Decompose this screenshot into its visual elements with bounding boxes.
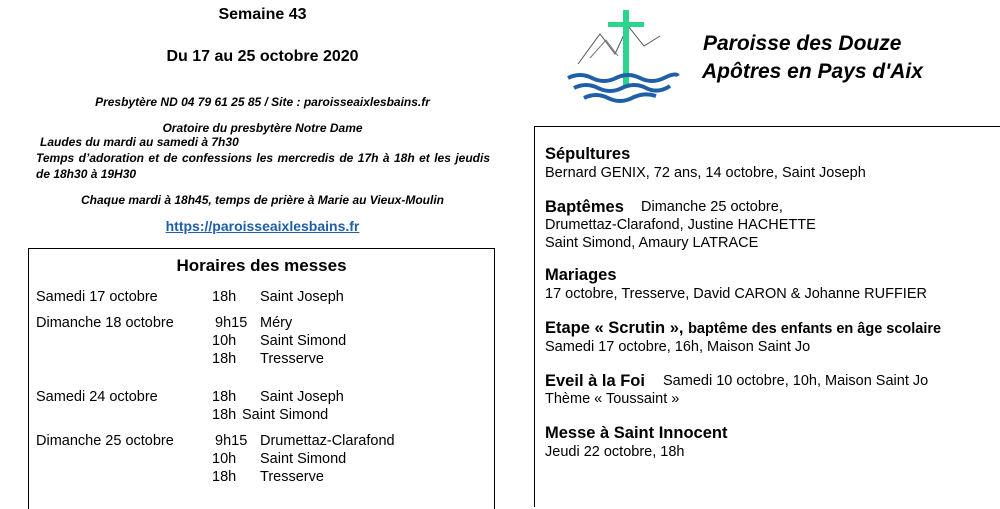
mariages-title: Mariages <box>545 266 617 284</box>
mass-place: Saint Simond <box>242 407 329 423</box>
mass-place: Drumettaz-Clarafond <box>260 433 395 449</box>
mass-time: 10h <box>212 333 237 349</box>
eveil-date: Samedi 10 octobre, 10h, Maison Saint Jo <box>663 373 929 389</box>
messe-innocent-title: Messe à Saint Innocent <box>545 424 728 442</box>
messe-innocent-text: Jeudi 22 octobre, 18h <box>545 444 685 460</box>
mass-time: 18h <box>212 469 237 485</box>
masses-title: Horaires des messes <box>176 256 347 275</box>
sepultures-text: Bernard GENIX, 72 ans, 14 octobre, Saint Joseph <box>545 165 866 181</box>
etape-title-main: Etape « Scrutin », <box>545 319 684 337</box>
eveil-theme: Thème « Toussaint » <box>545 391 680 407</box>
mass-day: Dimanche 25 octobre <box>36 433 174 449</box>
mass-place: Méry <box>260 315 293 331</box>
mass-place: Saint Simond <box>260 451 347 467</box>
oratoire-heading: Oratoire du presbytère Notre Dame <box>162 121 363 135</box>
mass-day: Samedi 17 octobre <box>36 289 158 305</box>
site-link-line <box>0 218 525 234</box>
adoration-schedule: Temps d’adoration et de confessions les mercredis de 17h à 18h et les jeudis de 18h30 à 19H30 <box>36 151 490 181</box>
week-title: Semaine 43 <box>218 6 307 23</box>
eveil-title: Eveil à la Foi <box>545 372 645 390</box>
mass-time: 18h <box>212 389 237 405</box>
mass-place: Tresserve <box>260 351 324 367</box>
date-range-title: Du 17 au 25 octobre 2020 <box>166 48 359 65</box>
mass-time: 18h <box>212 407 237 423</box>
baptemes-line: Saint Simond, Amaury LATRACE <box>545 235 759 251</box>
mass-place: Saint Joseph <box>260 289 344 305</box>
site-link[interactable]: https://paroisseaixlesbains.fr <box>165 218 360 234</box>
logo-text-line1: Paroisse des Douze <box>703 32 902 55</box>
mass-time: 10h <box>212 451 237 467</box>
mass-day: Dimanche 18 octobre <box>36 315 174 331</box>
mariages-text: 17 octobre, Tresserve, David CARON & Johanne RUFFIER <box>545 286 927 302</box>
parish-logo-icon <box>560 6 680 116</box>
tuesday-prayer: Chaque mardi à 18h45, temps de prière à Marie au Vieux-Moulin <box>81 193 444 207</box>
logo-text-line2: Apôtres en Pays d'Aix <box>702 60 923 83</box>
mass-place: Saint Joseph <box>260 389 344 405</box>
mass-place: Tresserve <box>260 469 324 485</box>
announcements-box <box>534 126 1000 507</box>
mass-time: 9h15 <box>215 315 248 331</box>
baptemes-title: Baptêmes <box>545 198 624 216</box>
baptemes-line: Drumettaz-Clarafond, Justine HACHETTE <box>545 217 816 233</box>
masses-box <box>28 248 495 509</box>
mass-time: 18h <box>212 351 237 367</box>
mass-time: 9h15 <box>215 433 248 449</box>
mass-time: 18h <box>212 289 237 305</box>
etape-text: Samedi 17 octobre, 16h, Maison Saint Jo <box>545 339 811 355</box>
mass-day: Samedi 24 octobre <box>36 389 158 405</box>
etape-title <box>545 319 941 338</box>
baptemes-date: Dimanche 25 octobre, <box>641 199 783 215</box>
presbytere-contact: Presbytère ND 04 79 61 25 85 / Site : paroisseaixlesbains.fr <box>95 95 430 109</box>
laudes-schedule: Laudes du mardi au samedi à 7h30 <box>40 135 239 149</box>
sepultures-title: Sépultures <box>545 145 631 163</box>
etape-subtitle: baptême des enfants en âge scolaire <box>688 321 942 337</box>
mass-place: Saint Simond <box>260 333 347 349</box>
